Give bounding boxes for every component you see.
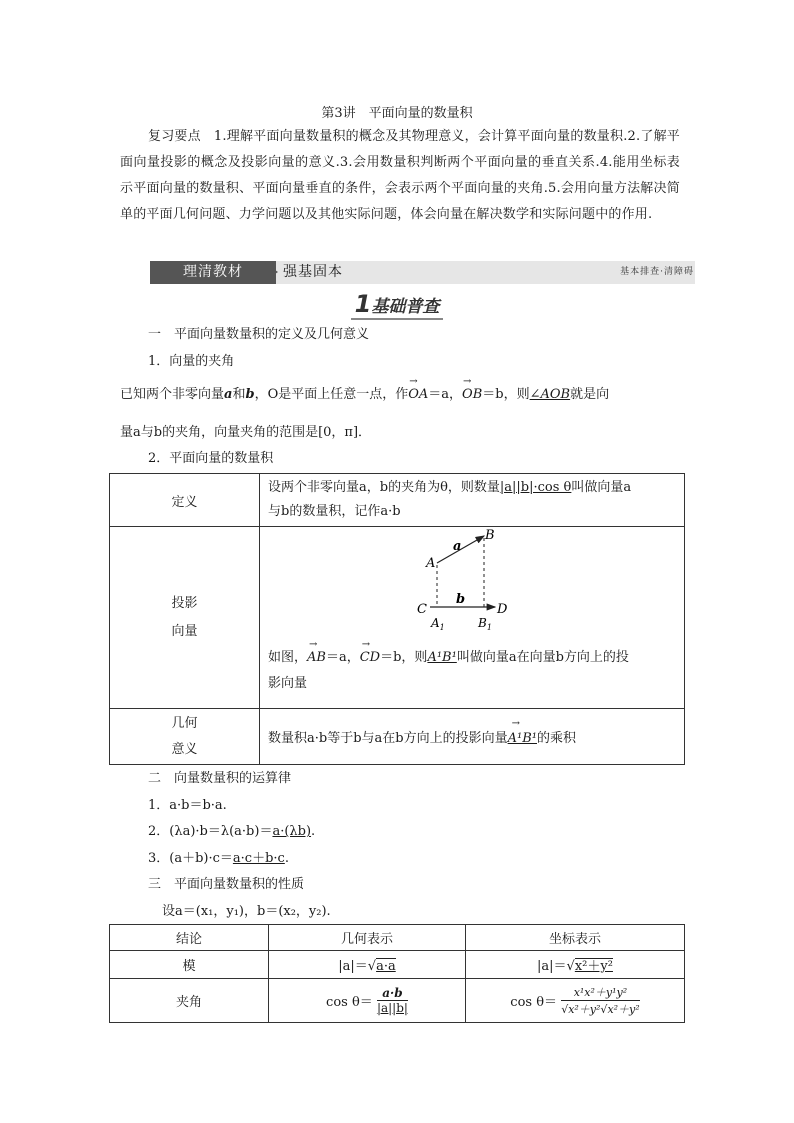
text-fragment: 几何 <box>171 715 198 731</box>
vector-arrow-icon: → <box>511 718 520 729</box>
vector-A1B1: A¹B¹ <box>427 650 457 665</box>
denominator: √x²＋y²√x²＋y² <box>561 1003 640 1016</box>
text-fragment: 叫做向量a <box>571 480 632 495</box>
text-fragment: A <box>431 616 440 630</box>
table-row <box>110 474 685 527</box>
text-fragment: 投影 <box>171 595 198 611</box>
point-D: D <box>497 602 508 617</box>
banner-middle-label: 强基固本 <box>283 264 343 280</box>
proj-content <box>260 527 685 709</box>
banner-arrow-icon <box>262 261 278 283</box>
numerator: x¹x²＋y¹y² <box>561 984 640 1001</box>
review-text: 1.理解平面向量数量积的概念及其物理意义，会计算平面向量的数量积.2.了解平面向量投影的概念及投影向量的意义.3.会用数量积判断两个平面向量的垂直关系.4.能用坐标表示平面向量的数量积、平面向量垂直的条件，会表示两个平面向量的夹角.5.会用向量方法解决简单的平面几何问题、力学问题以及其他实际问题，体会向量在解决数学和实际问题中的作用. <box>120 129 680 222</box>
row-angle-label: 夹角 <box>110 979 269 1023</box>
point-A: A <box>426 556 436 571</box>
section-title <box>0 290 794 320</box>
text-fragment: A¹B¹ <box>507 731 537 746</box>
vector-OA <box>408 376 429 405</box>
text-fragment: 如图， <box>268 650 308 665</box>
text-fragment: . <box>311 824 316 839</box>
vector-arrow-icon: → <box>409 376 418 387</box>
vector-arrow-icon: → <box>463 376 472 387</box>
text-fragment: ，O是平面上任意一点，作 <box>254 387 409 402</box>
label-a: a <box>453 539 462 554</box>
header-coordinate: 坐标表示 <box>466 925 685 951</box>
text-fragment: 向量 <box>171 623 198 639</box>
text-fragment: 意义 <box>171 741 198 757</box>
text-fragment: 就是向 <box>570 387 610 402</box>
item1-heading: 1．向量的夹角 <box>148 354 235 369</box>
subscript: 1 <box>439 623 445 632</box>
row-angle-coord <box>466 979 685 1023</box>
vector-OA-label: OA <box>408 387 429 402</box>
text-fragment: B <box>478 616 487 630</box>
geo-label <box>110 709 260 765</box>
law-3 <box>148 847 289 866</box>
header-geometric: 几何表示 <box>269 925 466 951</box>
radicand: x²＋y² <box>574 959 613 974</box>
section-number: 1 <box>354 290 372 318</box>
text-fragment: ＝a， <box>325 650 360 665</box>
law-2 <box>148 820 315 839</box>
banner-left-label: 理清教材 <box>150 261 276 284</box>
def-content <box>260 474 685 527</box>
text-fragment: ＝b，则 <box>380 650 428 665</box>
text-fragment: |a|＝ <box>338 959 368 974</box>
part3-setup: 设a＝(x₁，y₁)，b＝(x₂，y₂). <box>162 904 331 919</box>
text-fragment: cos θ＝ <box>326 995 373 1010</box>
label-b: b <box>456 592 466 607</box>
dot-product-table <box>109 473 685 765</box>
denominator: |a||b| <box>376 1001 408 1015</box>
row-modulus-label: 模 <box>110 951 269 979</box>
law-2-answer: a·(λb) <box>272 824 312 839</box>
point-B1 <box>477 616 492 632</box>
text-fragment: ＝a， <box>428 387 463 402</box>
vector-arrow-icon: → <box>309 639 318 650</box>
row-modulus-geo <box>269 951 466 979</box>
text-fragment: 与b的数量积，记作a·b <box>268 504 401 519</box>
text-fragment: 2．(λa)·b＝λ(a·b)＝ <box>148 824 273 839</box>
table-row <box>110 925 685 951</box>
vector-b: b <box>245 387 255 402</box>
vector-A1B1-arrowed <box>507 718 537 746</box>
vector-arrow-icon: → <box>361 639 371 650</box>
def-expression: |a||b|·cos θ <box>499 480 572 495</box>
item1-line2: 量a与b的夹角，向量夹角的范围是[0，π]． <box>120 425 372 440</box>
sqrt-icon: √ <box>367 959 377 974</box>
table-row <box>110 951 685 979</box>
point-A1 <box>430 616 445 632</box>
part3-heading: 三 平面向量数量积的性质 <box>148 877 305 892</box>
subscript: 1 <box>486 623 492 632</box>
point-B: B <box>485 528 495 543</box>
numerator: a·b <box>377 986 408 1001</box>
page-title: 第3讲 平面向量的数量积 <box>321 106 473 121</box>
part2-heading: 二 向量数量积的运算律 <box>148 771 292 786</box>
banner-right-label: 基本排查·清障碍 <box>620 267 694 277</box>
proj-label <box>110 527 260 709</box>
vector-CD-label: CD <box>359 650 381 665</box>
fraction <box>377 986 408 1015</box>
properties-table <box>109 924 685 1023</box>
item2-heading: 2．平面向量的数量积 <box>148 451 274 466</box>
part1-heading: 一 平面向量数量积的定义及几何意义 <box>148 327 370 342</box>
fraction <box>561 984 640 1017</box>
vector-CD <box>359 639 381 671</box>
text-fragment: 3．(a＋b)·c＝ <box>148 851 233 866</box>
text-fragment: . <box>284 851 289 866</box>
text-fragment: 影向量 <box>268 676 308 691</box>
review-label: 复习要点 <box>148 129 201 144</box>
text-fragment: cos θ＝ <box>510 995 558 1010</box>
law-1: 1．a·b＝b·a. <box>148 798 227 813</box>
table-row <box>110 527 685 709</box>
vector-OB-label: OB <box>462 387 483 402</box>
law-3-answer: a·c＋b·c <box>232 851 285 866</box>
text-fragment: |a|＝ <box>537 959 567 974</box>
row-modulus-coord <box>466 951 685 979</box>
radicand: a·a <box>376 959 396 974</box>
geo-content <box>260 709 685 765</box>
vector-AB-label: AB <box>307 650 326 665</box>
table-row <box>110 979 685 1023</box>
header-conclusion: 结论 <box>110 925 269 951</box>
text-fragment: 的乘积 <box>536 731 576 746</box>
projection-diagram <box>268 527 676 637</box>
point-C: C <box>417 602 427 617</box>
review-paragraph <box>120 124 680 228</box>
vector-AB <box>307 639 326 671</box>
item1-line1 <box>120 376 690 405</box>
text-fragment: 设两个非零向量a，b的夹角为θ，则数量 <box>268 480 500 495</box>
text-fragment: 数量积a·b等于b与a在b方向上的投影向量 <box>268 731 508 746</box>
text-fragment: ＝b，则 <box>482 387 530 402</box>
text-fragment: 和 <box>232 387 246 402</box>
angle-AOB: ∠AOB <box>529 387 571 402</box>
proj-text <box>268 639 676 697</box>
sqrt-icon: √ <box>566 959 575 974</box>
section-title-text: 基础普查 <box>371 297 440 317</box>
def-label: 定义 <box>110 474 260 527</box>
table-row <box>110 709 685 765</box>
vector-a: a <box>224 387 233 402</box>
text-fragment: 已知两个非零向量 <box>120 387 225 402</box>
vector-OB <box>462 376 483 405</box>
text-fragment: 叫做向量a在向量b方向上的投 <box>456 650 629 665</box>
row-angle-geo <box>269 979 466 1023</box>
